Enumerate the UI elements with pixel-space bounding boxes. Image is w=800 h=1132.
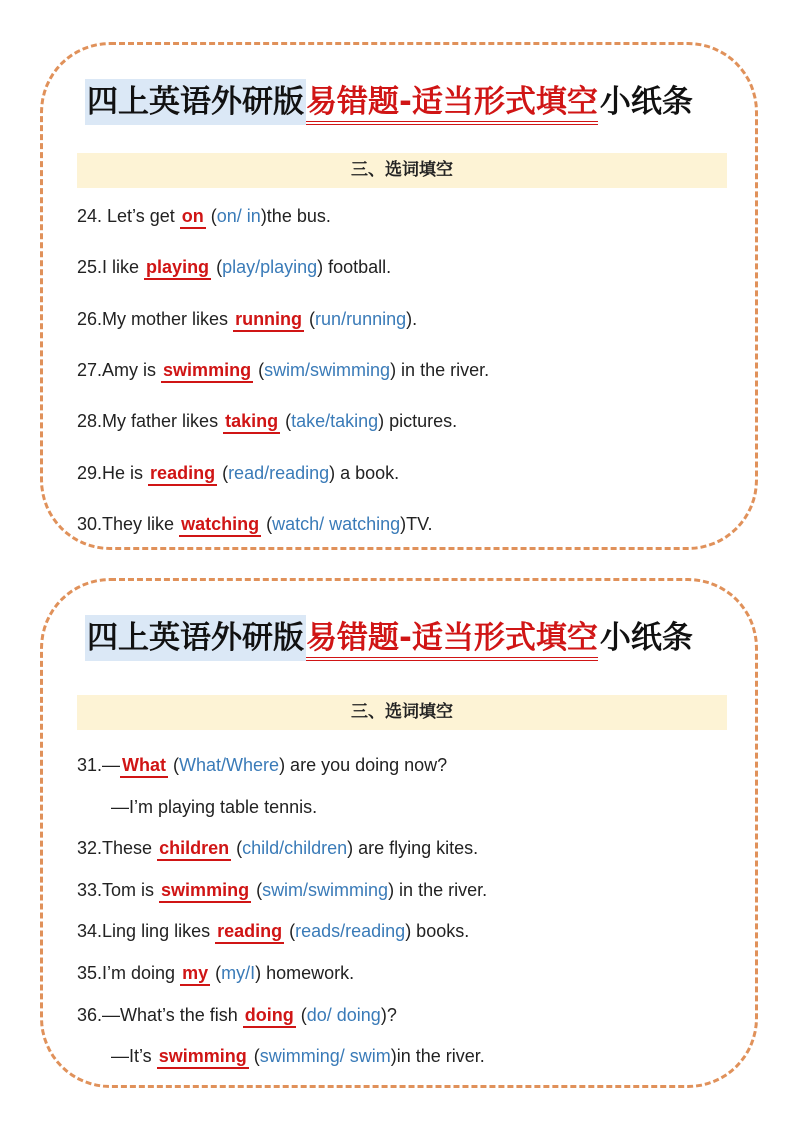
question-text: These xyxy=(102,838,158,859)
question-row xyxy=(77,203,331,229)
answer-blank: reading xyxy=(148,462,217,486)
question-number: 31. xyxy=(77,755,103,775)
title-part-5: 小纸条 xyxy=(599,620,693,656)
question-text: Let’s get xyxy=(102,206,180,226)
question-text: ) football. xyxy=(317,257,392,278)
title-part-2: 易错题 xyxy=(306,619,399,661)
answer-options: What/Where xyxy=(179,755,280,775)
question-number: 35. xyxy=(77,963,103,983)
answer-options: swim/swimming xyxy=(262,879,389,900)
answer-options: do/ doing xyxy=(306,1004,381,1025)
title-part-2: 易错题 xyxy=(306,83,399,125)
answer-options: take/taking xyxy=(291,411,379,432)
question-text: He is xyxy=(102,462,149,483)
question-row xyxy=(77,752,447,778)
question-text: ( xyxy=(248,1046,260,1067)
question-number: 33. xyxy=(77,879,103,900)
title-part-1: 四上英语外研版 xyxy=(85,615,306,661)
question-text: ) in the river. xyxy=(390,359,490,380)
question-number: 28. xyxy=(77,411,103,432)
question-text: ) homework. xyxy=(255,963,355,983)
answer-blank: running xyxy=(233,308,304,332)
answer-options: child/children xyxy=(242,838,348,859)
answer-blank: swimming xyxy=(161,359,253,383)
question-row xyxy=(77,254,391,280)
answer-options: read/reading xyxy=(228,462,330,483)
answer-blank: taking xyxy=(223,410,280,434)
answer-options: play/playing xyxy=(222,257,318,278)
answer-options: run/running xyxy=(315,308,407,329)
section-header: 三、选词填空 xyxy=(77,153,727,188)
question-text: Tom is xyxy=(102,879,160,900)
question-row xyxy=(77,1002,397,1028)
question-row xyxy=(77,918,469,944)
question-text: My mother likes xyxy=(102,308,234,329)
question-text: —What’s the fish xyxy=(102,1004,243,1025)
question-text: ( xyxy=(280,411,292,432)
question-text: )? xyxy=(380,1004,397,1025)
question-number: 25. xyxy=(77,257,103,278)
answer-options: watch/ watching xyxy=(272,513,401,534)
question-number: 32. xyxy=(77,838,103,859)
question-text: ( xyxy=(261,513,273,534)
answer-blank: reading xyxy=(215,920,284,944)
question-text: Ling ling likes xyxy=(102,921,216,942)
answer-blank: watching xyxy=(179,513,261,537)
question-text: ( xyxy=(205,206,217,226)
question-text: I like xyxy=(102,257,145,278)
question-row xyxy=(77,357,489,383)
question-text: ) a book. xyxy=(329,462,400,483)
section-header: 三、选词填空 xyxy=(77,695,727,730)
question-text: — xyxy=(102,755,121,775)
worksheet-card-1 xyxy=(40,42,758,550)
question-text: ( xyxy=(284,921,296,942)
question-text: )TV. xyxy=(400,513,433,534)
question-row xyxy=(77,511,433,537)
answer-blank: swimming xyxy=(157,1045,249,1069)
question-text: They like xyxy=(102,513,180,534)
question-row xyxy=(111,794,317,820)
question-row xyxy=(77,460,399,486)
question-number: 27. xyxy=(77,359,103,380)
worksheet-card-2 xyxy=(40,578,758,1088)
question-text: —I’m playing table tennis. xyxy=(111,796,318,817)
title-part-1: 四上英语外研版 xyxy=(85,79,306,125)
question-number: 24. xyxy=(77,206,103,226)
question-text: ( xyxy=(295,1004,307,1025)
card-title xyxy=(85,79,695,125)
question-text: —It’s xyxy=(111,1046,157,1067)
question-row xyxy=(77,877,487,903)
question-text: ) are flying kites. xyxy=(347,838,479,859)
title-part-4: 适当形式填空 xyxy=(412,619,598,661)
question-text: ( xyxy=(210,963,222,983)
question-text: ( xyxy=(217,462,229,483)
answer-blank: What xyxy=(120,754,168,778)
answer-options: swim/swimming xyxy=(264,359,391,380)
answer-blank: on xyxy=(180,205,206,229)
question-text: I’m doing xyxy=(102,963,181,983)
question-number: 36. xyxy=(77,1004,103,1025)
answer-blank: children xyxy=(157,837,231,861)
title-part-3: - xyxy=(399,83,412,125)
question-text: ( xyxy=(253,359,265,380)
question-number: 34. xyxy=(77,921,103,942)
answer-options: swimming/ swim xyxy=(259,1046,391,1067)
answer-options: reads/reading xyxy=(295,921,406,942)
question-number: 29. xyxy=(77,462,103,483)
question-text: My father likes xyxy=(102,411,224,432)
question-text: ). xyxy=(406,308,418,329)
question-row xyxy=(77,835,478,861)
question-row xyxy=(111,1043,485,1069)
question-text: ( xyxy=(251,879,263,900)
question-text: )in the river. xyxy=(390,1046,485,1067)
answer-blank: playing xyxy=(144,256,211,280)
question-text: Amy is xyxy=(102,359,162,380)
question-number: 30. xyxy=(77,513,103,534)
card-title xyxy=(85,615,695,661)
question-text: ( xyxy=(304,308,316,329)
question-text: ( xyxy=(168,755,180,775)
question-text: )the bus. xyxy=(260,206,331,226)
question-text: ( xyxy=(231,838,243,859)
question-row xyxy=(77,960,354,986)
question-number: 26. xyxy=(77,308,103,329)
question-text: ( xyxy=(211,257,223,278)
title-part-5: 小纸条 xyxy=(599,84,693,120)
title-part-3: - xyxy=(399,619,412,661)
question-text: ) pictures. xyxy=(378,411,458,432)
question-row xyxy=(77,408,457,434)
answer-options: my/I xyxy=(221,963,256,983)
answer-blank: doing xyxy=(243,1004,296,1028)
question-row xyxy=(77,306,417,332)
answer-blank: swimming xyxy=(159,879,251,903)
answer-blank: my xyxy=(180,962,210,986)
answer-options: on/ in xyxy=(216,206,261,226)
question-text: ) are you doing now? xyxy=(279,755,448,775)
question-text: ) books. xyxy=(405,921,470,942)
question-text: ) in the river. xyxy=(388,879,488,900)
title-part-4: 适当形式填空 xyxy=(412,83,598,125)
